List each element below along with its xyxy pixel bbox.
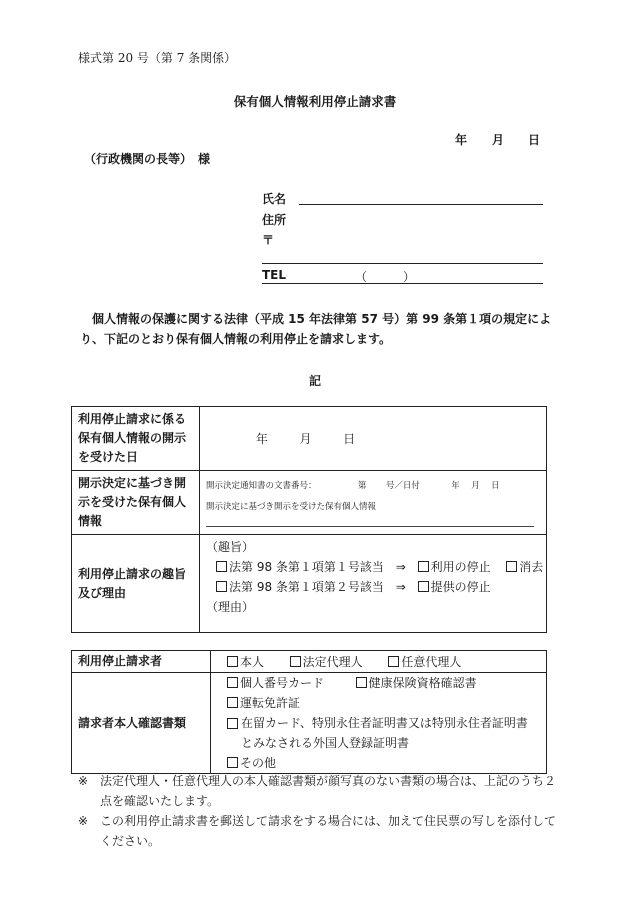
intro-paragraph: 個人情報の保護に関する法律（平成 15 年法律第 57 号）第 99 条第１項の規定により、下記のとおり保有個人情報の利用停止を請求します。 — [80, 312, 552, 346]
note-2 — [78, 811, 558, 851]
table-row — [72, 673, 547, 774]
table-row — [72, 407, 547, 471]
address-field[interactable] — [262, 263, 543, 264]
note-1-text: 法定代理人・任意代理人の本人確認書類が顔写真のない書類の場合は、上記のうち２点を確認いたします。 — [100, 774, 557, 808]
notice-dai: 第 — [357, 481, 367, 491]
checkbox-my-number-card[interactable] — [227, 677, 238, 688]
checkbox-stop-provision[interactable] — [418, 581, 429, 592]
note-1-mark: ※ — [78, 774, 89, 788]
date-day[interactable]: 日 — [528, 133, 541, 147]
form-number: 様式第 20 号（第 7 条関係） — [78, 51, 237, 65]
residence-card-label: 在留カード、特別永住者証明書又は特別永住者証明書とみなされる外国人登録証明書 — [241, 716, 528, 750]
table-row — [72, 535, 547, 633]
checkbox-erase[interactable] — [506, 561, 517, 572]
my-number-card-label: 個人番号カード — [240, 676, 325, 690]
self-label: 本人 — [240, 655, 265, 669]
id-documents-options — [211, 673, 547, 774]
notice-day: 日 — [491, 481, 500, 491]
checkbox-stop-use[interactable] — [418, 561, 429, 572]
checkbox-legal-agent[interactable] — [290, 656, 301, 667]
purpose-reason-cell — [200, 535, 547, 633]
name-field[interactable] — [299, 204, 543, 205]
note-1 — [78, 771, 558, 811]
form-title: 保有個人情報利用停止請求書 — [233, 94, 397, 109]
disclosure-month: 月 — [299, 432, 312, 446]
arrow-icon: ⇒ — [395, 560, 406, 574]
disclosed-info-label: 開示決定に基づき開示を受けた保有個人情報 — [72, 471, 200, 535]
table-row — [72, 471, 547, 535]
health-insurance-label: 健康保険資格確認書 — [368, 676, 477, 690]
drivers-license-label: 運転免許証 — [240, 696, 301, 710]
notice-number-label: 開示決定通知書の文書番号： — [206, 481, 317, 491]
reason-heading: （理由） — [206, 600, 255, 614]
erase-label: 消去 — [519, 560, 544, 574]
disclosure-year: 年 — [255, 432, 268, 446]
checkbox-self[interactable] — [227, 656, 238, 667]
tel-label: TEL — [262, 268, 287, 282]
checkbox-other[interactable] — [227, 757, 238, 768]
purpose-heading: （趣旨） — [206, 540, 255, 554]
disclosure-date-cell[interactable] — [200, 407, 547, 471]
art98-1-2-label: 法第 98 条第１項第２号該当 — [229, 580, 384, 594]
notice-month: 月 — [471, 481, 480, 491]
id-documents-label: 請求者本人確認書類 — [72, 673, 211, 774]
stop-provision-label: 提供の停止 — [430, 580, 491, 594]
address-label: 住所 — [262, 213, 287, 227]
legal-agent-label: 法定代理人 — [302, 655, 363, 669]
tel-field[interactable] — [262, 283, 543, 284]
other-label: その他 — [240, 756, 277, 770]
note-2-mark: ※ — [78, 814, 89, 828]
stop-use-label: 利用の停止 — [430, 560, 491, 574]
addressee: （行政機関の長等） 様 — [84, 152, 211, 166]
art98-1-1-label: 法第 98 条第１項第１号該当 — [229, 560, 384, 574]
requester-label: 利用停止請求者 — [72, 651, 211, 673]
disclosed-info-text: 開示決定に基づき開示を受けた保有個人情報 — [206, 502, 377, 512]
checkbox-art98-1-1[interactable] — [216, 561, 227, 572]
requester-table — [71, 650, 547, 774]
notice-go-date: 号／日付 — [385, 481, 420, 491]
request-table — [71, 406, 547, 633]
ki-heading: 記 — [308, 374, 321, 388]
disclosed-info-cell[interactable] — [200, 471, 547, 535]
note-2-text: この利用停止請求書を郵送して請求をする場合には、加えて住民票の写しを添付してください。 — [100, 814, 557, 848]
postal-mark: 〒 — [262, 233, 275, 247]
purpose-reason-label: 利用停止請求の趣旨及び理由 — [72, 535, 200, 633]
checkbox-health-insurance[interactable] — [356, 677, 367, 688]
disclosed-info-line[interactable] — [206, 526, 534, 527]
date-year[interactable]: 年 — [455, 133, 468, 147]
table-row — [72, 651, 547, 673]
checkbox-voluntary-agent[interactable] — [388, 656, 399, 667]
voluntary-agent-label: 任意代理人 — [401, 655, 462, 669]
date-month[interactable]: 月 — [492, 133, 505, 147]
checkbox-art98-1-2[interactable] — [216, 581, 227, 592]
arrow-icon: ⇒ — [395, 580, 406, 594]
checkbox-residence-card[interactable] — [227, 718, 238, 729]
notice-year: 年 — [451, 481, 460, 491]
tel-paren: （ ） — [355, 270, 416, 284]
requester-options — [211, 651, 547, 673]
checkbox-drivers-license[interactable] — [227, 697, 238, 708]
disclosure-date-label: 利用停止請求に係る保有個人情報の開示を受けた日 — [72, 407, 200, 471]
disclosure-day: 日 — [343, 432, 356, 446]
name-label: 氏名 — [262, 192, 287, 206]
